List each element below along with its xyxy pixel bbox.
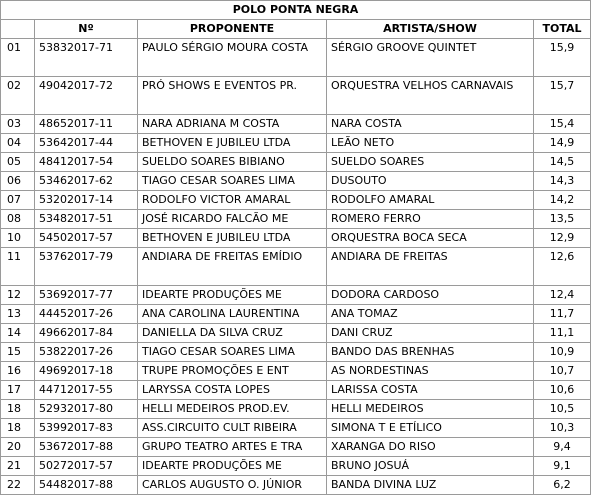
cell-index: 06 [1,172,35,191]
cell-total: 10,7 [534,362,591,381]
cell-index: 03 [1,115,35,134]
cell-index: 12 [1,286,35,305]
header-total: TOTAL [534,20,591,39]
cell-numero: 44712017-55 [35,381,138,400]
cell-artista: ANA TOMAZ [327,305,534,324]
cell-proponente: TRUPE PROMOÇÕES E ENT [138,362,327,381]
cell-total: 15,4 [534,115,591,134]
cell-total: 10,5 [534,400,591,419]
cell-total: 15,9 [534,39,591,77]
cell-total: 12,6 [534,248,591,286]
cell-numero: 53202017-14 [35,191,138,210]
cell-numero: 53992017-83 [35,419,138,438]
cell-artista: BANDO DAS BRENHAS [327,343,534,362]
cell-numero: 53762017-79 [35,248,138,286]
table-row [1,438,591,457]
cell-proponente: IDEARTE PRODUÇÕES ME [138,457,327,476]
cell-proponente: BETHOVEN E JUBILEU LTDA [138,134,327,153]
cell-proponente: DANIELLA DA SILVA CRUZ [138,324,327,343]
cell-total: 14,9 [534,134,591,153]
cell-numero: 49042017-72 [35,77,138,115]
cell-proponente: PAULO SÉRGIO MOURA COSTA [138,39,327,77]
cell-index: 16 [1,362,35,381]
cell-proponente: JOSÉ RICARDO FALCÃO ME [138,210,327,229]
cell-artista: BRUNO JOSUÁ [327,457,534,476]
cell-total: 11,7 [534,305,591,324]
table-row [1,343,591,362]
cell-index: 01 [1,39,35,77]
cell-artista: SUELDO SOARES [327,153,534,172]
table-row [1,457,591,476]
cell-index: 08 [1,210,35,229]
cell-artista: LEÃO NETO [327,134,534,153]
header-index [1,20,35,39]
cell-numero: 53462017-62 [35,172,138,191]
table-body [1,39,591,495]
table-row [1,172,591,191]
header-artista: ARTISTA/SHOW [327,20,534,39]
cell-total: 14,5 [534,153,591,172]
table-title: POLO PONTA NEGRA [1,1,591,20]
cell-index: 07 [1,191,35,210]
cell-numero: 53832017-71 [35,39,138,77]
cell-artista: HELLI MEDEIROS [327,400,534,419]
cell-numero: 54482017-88 [35,476,138,495]
cell-total: 9,4 [534,438,591,457]
table-row [1,476,591,495]
cell-total: 10,9 [534,343,591,362]
cell-total: 14,2 [534,191,591,210]
table-row [1,153,591,172]
header-numero: Nº [35,20,138,39]
cell-proponente: NARA ADRIANA M COSTA [138,115,327,134]
cell-artista: BANDA DIVINA LUZ [327,476,534,495]
table-title-row [1,1,591,20]
cell-total: 9,1 [534,457,591,476]
header-proponente: PROPONENTE [138,20,327,39]
cell-numero: 53692017-77 [35,286,138,305]
cell-proponente: RODOLFO VICTOR AMARAL [138,191,327,210]
cell-artista: ROMERO FERRO [327,210,534,229]
cell-numero: 54502017-57 [35,229,138,248]
cell-proponente: PRÓ SHOWS E EVENTOS PR. [138,77,327,115]
cell-numero: 53822017-26 [35,343,138,362]
cell-artista: DANI CRUZ [327,324,534,343]
cell-proponente: TIAGO CESAR SOARES LIMA [138,172,327,191]
cell-total: 12,9 [534,229,591,248]
cell-proponente: CARLOS AUGUSTO O. JÚNIOR [138,476,327,495]
table-row [1,324,591,343]
cell-numero: 53642017-44 [35,134,138,153]
cell-artista: DODORA CARDOSO [327,286,534,305]
cell-numero: 49692017-18 [35,362,138,381]
cell-numero: 53672017-88 [35,438,138,457]
table-row [1,134,591,153]
cell-numero: 49662017-84 [35,324,138,343]
cell-total: 13,5 [534,210,591,229]
header-row [1,20,591,39]
cell-index: 18 [1,400,35,419]
cell-proponente: ANA CAROLINA LAURENTINA [138,305,327,324]
cell-total: 14,3 [534,172,591,191]
cell-index: 14 [1,324,35,343]
cell-artista: SÉRGIO GROOVE QUINTET [327,39,534,77]
table-row [1,210,591,229]
cell-artista: ANDIARA DE FREITAS [327,248,534,286]
cell-artista: LARISSA COSTA [327,381,534,400]
cell-index: 18 [1,419,35,438]
cell-proponente: BETHOVEN E JUBILEU LTDA [138,229,327,248]
cell-numero: 48412017-54 [35,153,138,172]
cell-proponente: ANDIARA DE FREITAS EMÍDIO [138,248,327,286]
cell-numero: 44452017-26 [35,305,138,324]
cell-total: 6,2 [534,476,591,495]
cell-index: 20 [1,438,35,457]
cell-artista: NARA COSTA [327,115,534,134]
cell-artista: AS NORDESTINAS [327,362,534,381]
table-row [1,381,591,400]
cell-index: 22 [1,476,35,495]
cell-index: 02 [1,77,35,115]
cell-index: 21 [1,457,35,476]
table-row [1,115,591,134]
cell-total: 15,7 [534,77,591,115]
cell-proponente: ASS.CIRCUITO CULT RIBEIRA [138,419,327,438]
cell-proponente: TIAGO CESAR SOARES LIMA [138,343,327,362]
cell-numero: 53482017-51 [35,210,138,229]
cell-numero: 48652017-11 [35,115,138,134]
table-row [1,400,591,419]
cell-proponente: GRUPO TEATRO ARTES E TRA [138,438,327,457]
table-row [1,229,591,248]
cell-total: 11,1 [534,324,591,343]
cell-index: 04 [1,134,35,153]
table-row [1,77,591,115]
cell-numero: 52932017-80 [35,400,138,419]
cell-index: 17 [1,381,35,400]
cell-artista: RODOLFO AMARAL [327,191,534,210]
cell-artista: ORQUESTRA BOCA SECA [327,229,534,248]
cell-index: 11 [1,248,35,286]
cell-artista: DUSOUTO [327,172,534,191]
cell-artista: SIMONA T E ETÍLICO [327,419,534,438]
cell-total: 10,6 [534,381,591,400]
cell-index: 13 [1,305,35,324]
table-row [1,305,591,324]
cell-index: 10 [1,229,35,248]
cell-proponente: LARYSSA COSTA LOPES [138,381,327,400]
cell-index: 05 [1,153,35,172]
cell-artista: ORQUESTRA VELHOS CARNAVAIS [327,77,534,115]
table-row [1,39,591,77]
cell-total: 10,3 [534,419,591,438]
table-row [1,191,591,210]
cell-index: 15 [1,343,35,362]
cell-proponente: HELLI MEDEIROS PROD.EV. [138,400,327,419]
table-row [1,248,591,286]
cell-numero: 50272017-57 [35,457,138,476]
table-row [1,286,591,305]
table-row [1,362,591,381]
cell-total: 12,4 [534,286,591,305]
table-row [1,419,591,438]
cell-artista: XARANGA DO RISO [327,438,534,457]
cell-proponente: SUELDO SOARES BIBIANO [138,153,327,172]
cell-proponente: IDEARTE PRODUÇÕES ME [138,286,327,305]
